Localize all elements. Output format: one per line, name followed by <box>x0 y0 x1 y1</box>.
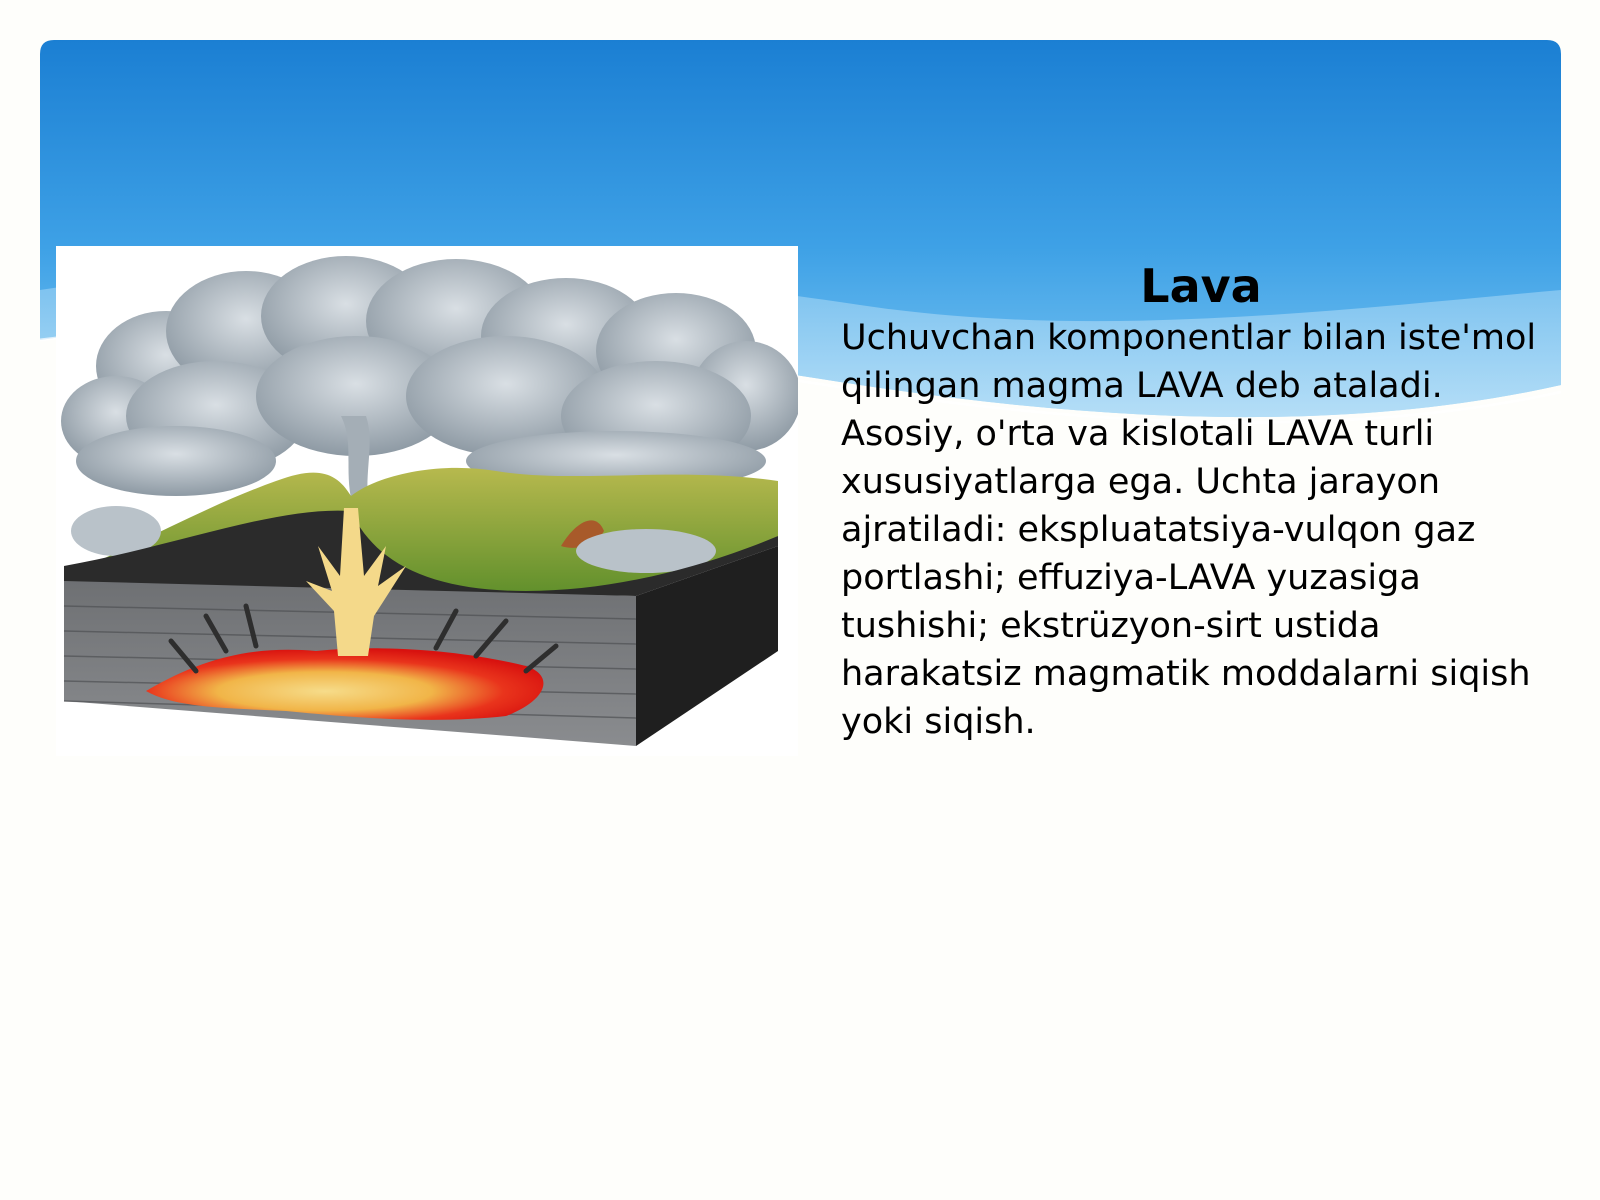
volcano-cross-section-illustration <box>56 246 798 756</box>
content-row <box>56 246 1556 766</box>
slide-body-text: Uchuvchan komponentlar bilan iste'mol qilingan magma LAVA deb ataladi. Asosiy, o'rta va kislotali LAVA turli xususiyatlarga ega. Uchta jarayon ajratiladi: ekspluatatsiya-vulqon gaz portlashi; effuziya-LAVA yuzasiga tushishi; ekstrüzyon-sirt ustida harakatsiz magmatik moddalarni siqish yoki siqish. <box>841 318 1537 742</box>
text-block <box>841 260 1561 746</box>
slide-title: Lava <box>1140 259 1262 313</box>
